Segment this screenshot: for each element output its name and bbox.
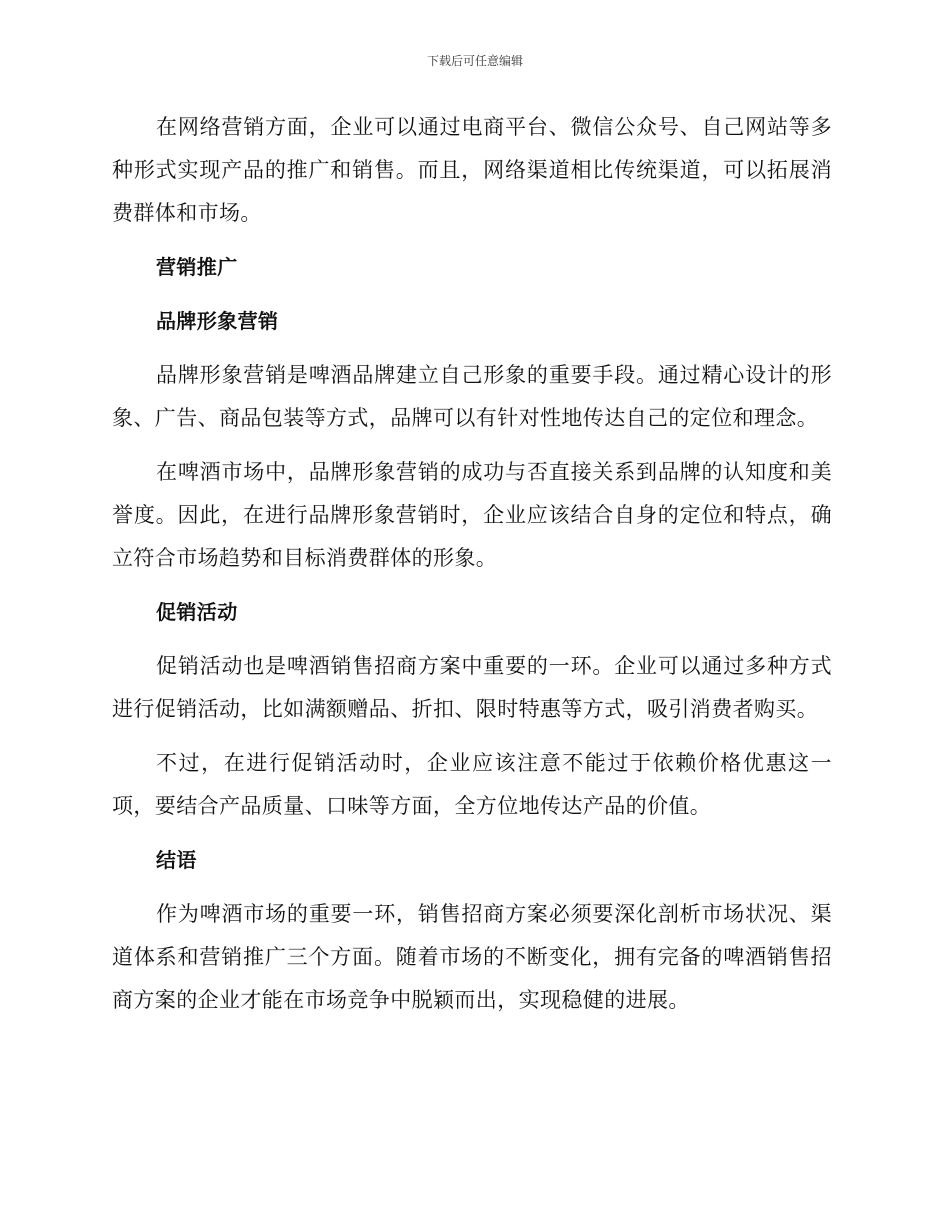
paragraph-brand-image-1: 品牌形象营销是啤酒品牌建立自己形象的重要手段。通过精心设计的形象、广告、商品包装等方式，品牌可以有针对性地传达自己的定位和理念。	[112, 363, 832, 430]
paragraph-promotions-1: 促销活动也是啤酒销售招商方案中重要的一环。企业可以通过多种方式进行促销活动，比如满额赠品、折扣、限时特惠等方式，吸引消费者购买。	[112, 654, 832, 721]
paragraph-network-marketing: 在网络营销方面，企业可以通过电商平台、微信公众号、自己网站等多种形式实现产品的推广和销售。而且，网络渠道相比传统渠道，可以拓展消费群体和市场。	[112, 115, 832, 225]
heading-promotions: 促销活动	[156, 600, 238, 624]
paragraph-brand-image-2: 在啤酒市场中，品牌形象营销的成功与否直接关系到品牌的认知度和美誉度。因此，在进行品牌形象营销时，企业应该结合自身的定位和特点，确立符合市场趋势和目标消费群体的形象。	[112, 460, 832, 570]
document-body	[112, 106, 832, 1033]
heading-marketing-promotion: 营销推广	[156, 255, 238, 279]
heading-brand-image-marketing: 品牌形象营销	[156, 309, 279, 333]
heading-conclusion: 结语	[156, 848, 197, 872]
page-header: 下载后可任意编辑	[426, 54, 523, 68]
paragraph-promotions-2: 不过，在进行促销活动时，企业应该注意不能过于依赖价格优惠这一项，要结合产品质量、口味等方面，全方位地传达产品的价值。	[112, 751, 832, 818]
paragraph-conclusion: 作为啤酒市场的重要一环，销售招商方案必须要深化剖析市场状况、渠道体系和营销推广三个方面。随着市场的不断变化，拥有完备的啤酒销售招商方案的企业才能在市场竞争中脱颖而出，实现稳健的进展。	[112, 902, 832, 1012]
